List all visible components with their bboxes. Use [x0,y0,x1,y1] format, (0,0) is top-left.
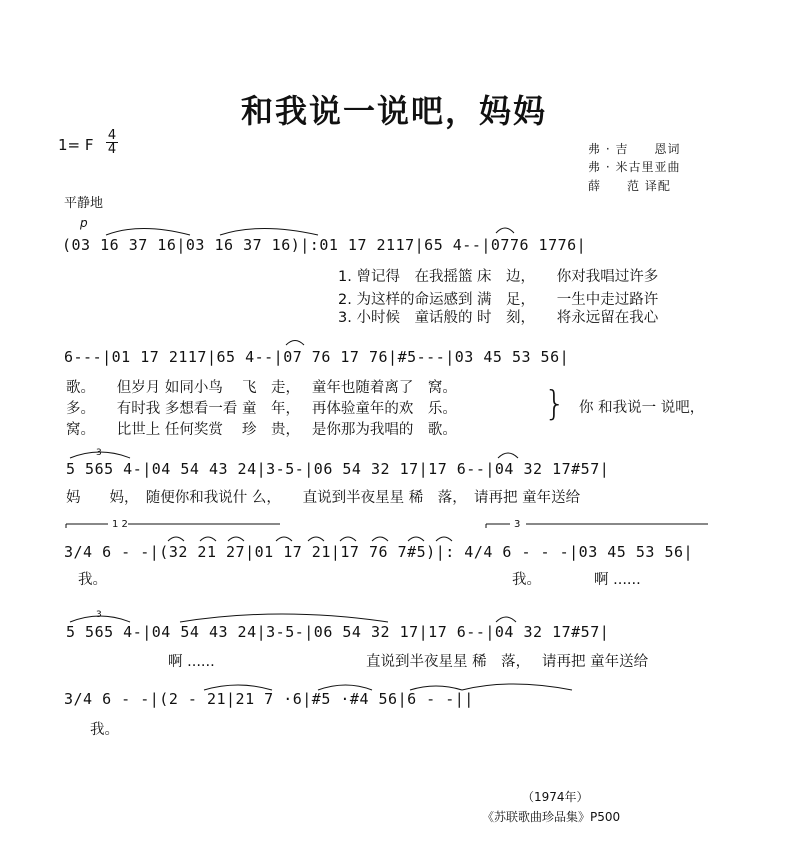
tempo-marking: 平静地 [64,196,104,211]
footer-source: 《苏联歌曲珍品集》P500 [482,810,621,824]
footer-year: （1974年） [522,790,589,804]
key-signature: 1= F [58,136,94,154]
song-title: 和我说一说吧，妈妈 [240,92,547,130]
credit-translator: 薛 范 译配 [588,179,671,193]
lyric-r2-verse-3: 窝。 比世上 任何奖赏 珍 贵， 是你那为我唱的 歌。 [66,422,457,438]
volta-3-label: 3 [514,519,521,530]
triplet-mark-row-5: 3 [96,610,102,620]
notation-row-2: 6---|01 17 2117|65 4--|07 76 17 76|#5---|03 45 53 56| [64,348,570,366]
notation-row-3: 5 565 4-|04 54 43 24|3-5-|06 54 32 17|17 6--|04 32 17#57| [66,460,610,478]
verse-brace: } [544,384,566,424]
notation-row-6: 3/4 6 - -|(2 - 21|21 7 ·6|#5 ·#4 56|6 - -|| [64,690,474,708]
lyric-r4-first-ending: 我。 [78,572,107,588]
time-signature-numerator: 4 [107,128,117,143]
lyric-r2-verse-1: 歌。 但岁月 如同小鸟 飞 走， 童年也随着离了 窝。 [66,380,457,396]
notation-row-5: 5 565 4-|04 54 43 24|3-5-|06 54 32 17|17 6--|04 32 17#57| [66,623,610,641]
lyric-r1-verse-2: 2. 为这样的命运感到 满 足， 一生中走过路许 [338,292,659,308]
triplet-mark-row-3: 3 [96,448,102,458]
lyric-r1-verse-3: 3. 小时候 童话般的 时 刻， 将永远留在我心 [338,310,659,326]
notation-row-1: (03 16 37 16|03 16 37 16)|:01 17 2117|65 4--|0776 1776| [62,236,587,254]
credit-composer: 弗 · 米古里亚曲 [588,160,681,174]
lyric-r5-ah: 啊 ...... [168,654,215,670]
credit-lyricist: 弗 · 吉 恩词 [588,142,681,156]
lyric-r4-ah: 啊 ...... [594,572,641,588]
time-signature-denominator: 4 [107,142,117,157]
lyric-row-3: 妈 妈， 随便你和我说什 么， 直说到半夜星星 稀 落， 请再把 童年送给 [66,490,581,506]
lyric-row-6: 我。 [90,722,119,738]
lyric-refrain-start: 你 和我说一 说吧， [579,400,705,416]
lyric-r2-verse-2: 多。 有时我 多想看一看 童 年， 再体验童年的欢 乐。 [66,401,457,417]
lyric-r1-verse-1: 1. 曾记得 在我摇篮 床 边， 你对我唱过许多 [338,269,659,285]
volta-1-2-label: 1 2 [112,519,128,530]
dynamic-marking: p [80,216,88,230]
lyric-r5-words: 直说到半夜星星 稀 落， 请再把 童年送给 [366,654,649,670]
lyric-r4-third-ending: 我。 [512,572,541,588]
notation-row-4: 3/4 6 - -|(32 21 27|01 17 21|17 76 7#5)|: 4/4 6 - - -|03 45 53 56| [64,543,694,561]
